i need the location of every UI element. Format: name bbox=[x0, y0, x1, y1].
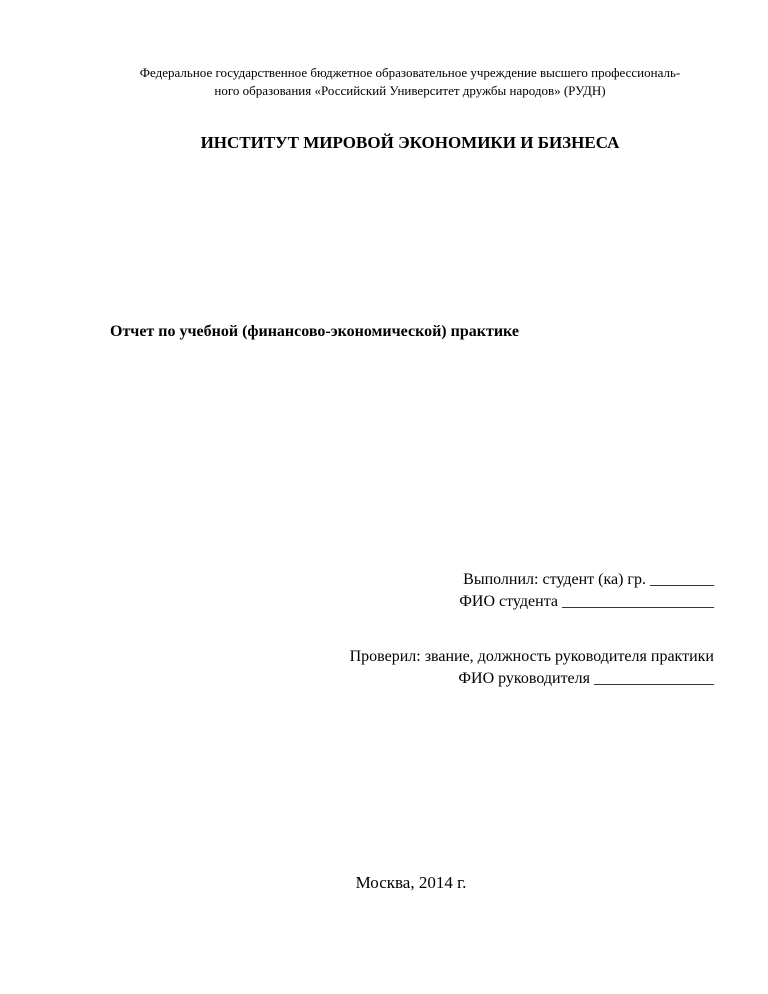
supervisor-position-line: Проверил: звание, должность руководителя практики bbox=[349, 648, 714, 665]
student-group-line: Выполнил: студент (ка) гр. ________ bbox=[463, 571, 714, 588]
student-signature-block bbox=[459, 569, 714, 613]
report-title: Отчет по учебной (финансово-экономической) практике bbox=[110, 323, 519, 340]
organization-header-line-1: Федеральное государственное бюджетное образовательное учреждение высшего профессиональ- bbox=[139, 65, 681, 80]
institute-title: ИНСТИТУТ МИРОВОЙ ЭКОНОМИКИ И БИЗНЕСА bbox=[200, 133, 620, 152]
supervisor-name-line: ФИО руководителя _______________ bbox=[458, 670, 714, 687]
organization-header bbox=[100, 64, 720, 100]
city-year-footer: Москва, 2014 г. bbox=[355, 873, 467, 892]
organization-header-line-2: ного образования «Российский Университет дружбы народов» (РУДН) bbox=[214, 83, 606, 98]
supervisor-signature-block bbox=[350, 646, 714, 690]
student-name-line: ФИО студента ___________________ bbox=[459, 593, 714, 610]
